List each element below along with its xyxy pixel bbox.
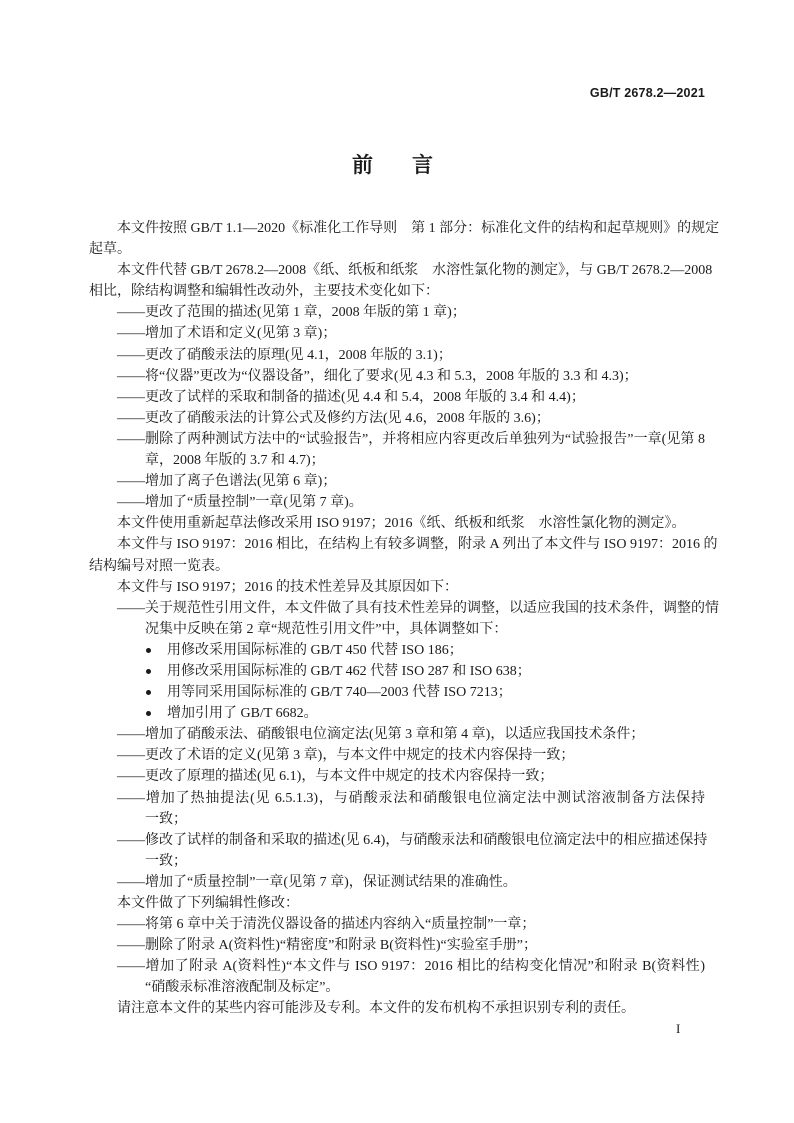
paragraph bbox=[89, 577, 705, 598]
text-line: ——更改了术语的定义(见第 3 章)，与本文件中规定的技术内容保持一致； bbox=[117, 748, 575, 764]
paragraph bbox=[89, 998, 705, 1019]
dash-list-item bbox=[89, 302, 705, 323]
dash-list-item bbox=[89, 935, 705, 956]
dash-list-item bbox=[89, 492, 705, 513]
text-line: ——更改了原理的描述(见 6.1)，与本文件中规定的技术内容保持一致； bbox=[117, 769, 554, 785]
text-line: 用修改采用国际标准的 GB/T 450 代替 ISO 186； bbox=[167, 642, 463, 658]
bullet-icon bbox=[146, 669, 151, 674]
text-line: ——增加了热抽提法(见 6.5.1.3)，与硝酸汞法和硝酸银电位滴定法中测试溶液制备方法保持 bbox=[117, 790, 705, 806]
dash-list-item bbox=[89, 766, 705, 787]
text-line: 本文件代替 GB/T 2678.2—2008《纸、纸板和纸浆 水溶性氯化物的测定》，与 GB/T 2678.2—2008 bbox=[117, 263, 713, 279]
text-line: ——增加了“质量控制”一章(见第 7 章)。 bbox=[117, 495, 363, 511]
paragraph bbox=[89, 534, 718, 576]
text-line: ——将“仪器”更改为“仪器设备”，细化了要求(见 4.3 和 5.3，2008 年版的 3.3 和 4.3)； bbox=[117, 368, 638, 384]
dash-list-item bbox=[89, 830, 708, 872]
text-line: 况集中反映在第 2 章“规范性引用文件”中，具体调整如下： bbox=[145, 621, 508, 637]
text-line: ——增加了离子色谱法(见第 6 章)； bbox=[117, 474, 337, 490]
dash-list-item bbox=[89, 429, 705, 471]
dash-list-item bbox=[89, 956, 705, 998]
dash-list-item bbox=[89, 323, 705, 344]
text-line: ——修改了试样的制备和采取的描述(见 6.4)，与硝酸汞法和硝酸银电位滴定法中的相应描述保持 bbox=[117, 832, 708, 848]
bullet-list-item bbox=[89, 703, 705, 724]
text-line: ——删除了附录 A(资料性)“精密度”和附录 B(资料性)“实验室手册”； bbox=[117, 938, 537, 954]
text-line: 本文件按照 GB/T 1.1—2020《标准化工作导则 第 1 部分：标准化文件的结构和起草规则》的规定 bbox=[117, 221, 720, 236]
text-line: 本文件与 ISO 9197；2016 的技术性差异及其原因如下： bbox=[117, 579, 459, 595]
bullet-list-item bbox=[89, 682, 705, 703]
text-line: ——增加了“质量控制”一章(见第 7 章)，保证测试结果的准确性。 bbox=[117, 874, 517, 890]
dash-list-item bbox=[89, 471, 705, 492]
dash-list-item bbox=[89, 914, 705, 935]
dash-list-item bbox=[89, 788, 705, 830]
text-line: ——更改了硝酸汞法的计算公式及修约方法(见 4.6，2008 年版的 3.6)； bbox=[117, 410, 550, 426]
foreword-body bbox=[89, 218, 720, 1020]
dash-list-item bbox=[89, 366, 705, 387]
dash-list-item bbox=[89, 408, 705, 429]
text-line: 一致； bbox=[145, 853, 187, 869]
bullet-list-item bbox=[89, 640, 705, 661]
text-line: 本文件与 ISO 9197：2016 相比，在结构上有较多调整，附录 A 列出了本文件与 ISO 9197：2016 的 bbox=[117, 537, 718, 553]
dash-list-item bbox=[89, 387, 705, 408]
text-line: ——增加了附录 A(资料性)“本文件与 ISO 9197：2016 相比的结构变化情况”和附录 B(资料性) bbox=[117, 959, 705, 975]
text-line: 结构编号对照一览表。 bbox=[89, 558, 229, 574]
text-line: 本文件使用重新起草法修改采用 ISO 9197；2016《纸、纸板和纸浆 水溶性氯化物的测定》。 bbox=[117, 516, 686, 532]
text-line: 起草。 bbox=[89, 242, 131, 258]
bullet-list-item bbox=[89, 661, 705, 682]
text-line: 请注意本文件的某些内容可能涉及专利。本文件的发布机构不承担识别专利的责任。 bbox=[117, 1001, 635, 1017]
text-line: ——关于规范性引用文件，本文件做了具有技术性差异的调整，以适应我国的技术条件，调整的情 bbox=[117, 600, 719, 616]
dash-list-item bbox=[89, 724, 705, 745]
bullet-icon bbox=[146, 648, 151, 653]
paragraph bbox=[89, 218, 720, 260]
text-line: “硝酸汞标准溶液配制及标定”。 bbox=[145, 980, 340, 996]
text-line: ——更改了试样的采取和制备的描述(见 4.4 和 5.4，2008 年版的 3.4 和 4.4)； bbox=[117, 389, 585, 405]
dash-list-item bbox=[89, 345, 705, 366]
text-line: 增加引用了 GB/T 6682。 bbox=[167, 706, 318, 722]
dash-list-item bbox=[89, 872, 705, 893]
text-line: ——更改了范围的描述(见第 1 章，2008 年版的第 1 章)； bbox=[117, 305, 466, 321]
paragraph bbox=[89, 513, 705, 534]
text-line: 一致； bbox=[145, 811, 187, 827]
text-line: ——更改了硝酸汞法的原理(见 4.1，2008 年版的 3.1)； bbox=[117, 347, 452, 363]
text-line: 用等同采用国际标准的 GB/T 740—2003 代替 ISO 7213； bbox=[167, 685, 512, 701]
dash-list-item bbox=[89, 745, 705, 766]
text-line: 用修改采用国际标准的 GB/T 462 代替 ISO 287 和 ISO 638； bbox=[167, 663, 531, 679]
text-line: 本文件做了下列编辑性修改： bbox=[117, 896, 299, 911]
paragraph bbox=[89, 260, 713, 302]
page-title: 前 言 bbox=[352, 153, 442, 177]
standard-number: GB/T 2678.2—2021 bbox=[589, 86, 705, 100]
dash-list-item bbox=[89, 598, 719, 640]
paragraph bbox=[89, 893, 705, 914]
text-line: ——删除了两种测试方法中的“试验报告”，并将相应内容更改后单独列为“试验报告”一章(见第 8 bbox=[117, 431, 705, 447]
page-number: I bbox=[676, 1021, 681, 1036]
text-line: 章，2008 年版的 3.7 和 4.7)； bbox=[145, 453, 325, 469]
text-line: 相比，除结构调整和编辑性改动外，主要技术变化如下： bbox=[89, 284, 439, 300]
text-line: ——增加了术语和定义(见第 3 章)； bbox=[117, 326, 337, 342]
text-line: ——将第 6 章中关于清洗仪器设备的描述内容纳入“质量控制”一章； bbox=[117, 917, 536, 933]
text-line: ——增加了硝酸汞法、硝酸银电位滴定法(见第 3 章和第 4 章)，以适应我国技术条件； bbox=[117, 727, 645, 743]
